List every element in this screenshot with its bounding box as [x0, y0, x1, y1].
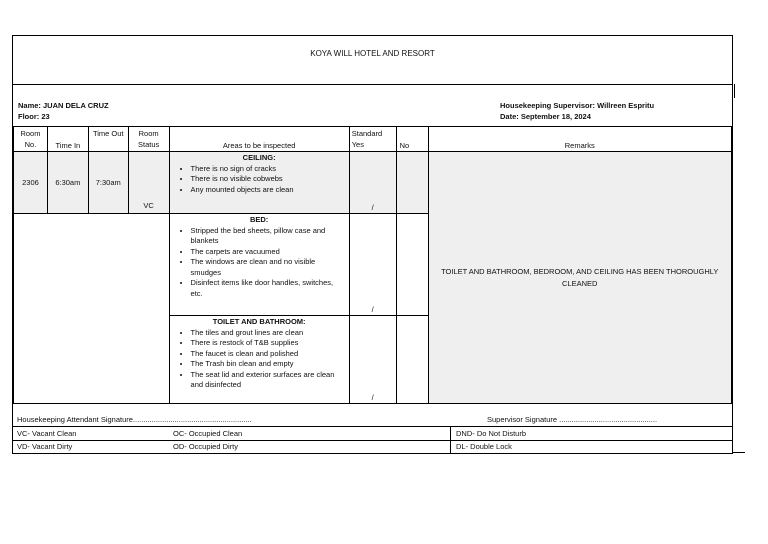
frame-edge-mark	[733, 452, 745, 453]
checklist-item: • There is restock of T&B supplies	[191, 338, 346, 349]
header-standard-yes: Standard Yes	[349, 127, 396, 152]
header-time-in: Time In	[47, 127, 88, 152]
legend-divider	[13, 440, 732, 441]
legend-od: OD- Occupied Dirty	[173, 442, 239, 451]
header-room-status: Room Status	[128, 127, 169, 152]
checklist-item: • There is no sign of cracks	[191, 164, 346, 175]
checklist-item: • The seat lid and exterior surfaces are clean and disinfected	[191, 370, 346, 391]
checklist-item: • The tiles and grout lines are clean	[191, 328, 346, 339]
checklist-item: • The windows are clean and no visible smudges	[191, 257, 346, 278]
time-in-cell: 6:30am	[47, 152, 88, 214]
legend-oc: OC- Occupied Clean	[173, 429, 243, 438]
checklist-item: • The carpets are vacuumed	[191, 247, 346, 258]
remarks-cell: TOILET AND BATHROOM, BEDROOM, AND CEILING HAS BEEN THOROUGHLY CLEANED	[428, 152, 731, 404]
checklist-item: • Disinfect items like door handles, switches, etc.	[191, 278, 346, 299]
header-areas: Areas to be inspected	[169, 127, 349, 152]
time-out-cell: 7:30am	[88, 152, 128, 214]
date-label: Date: September 18, 2024	[500, 112, 591, 121]
header-no: No	[396, 127, 428, 152]
empty-merged-cell	[14, 214, 170, 404]
ceiling-section	[169, 152, 349, 214]
name-label: Name: JUAN DELA CRUZ	[18, 101, 109, 110]
checklist-item: • Stripped the bed sheets, pillow case and blankets	[191, 226, 346, 247]
inspection-table	[13, 126, 732, 404]
bed-heading: BED:	[249, 215, 269, 224]
attendant-info	[18, 100, 109, 122]
toilet-yes-check: /	[349, 316, 396, 404]
bed-no-cell	[396, 214, 428, 316]
room-status-cell: VC	[128, 152, 169, 214]
floor-label: Floor: 23	[18, 112, 50, 121]
header-room-no: Room No.	[14, 127, 48, 152]
toilet-section	[169, 316, 349, 404]
legend-vertical-divider	[450, 427, 451, 454]
supervisor-info	[500, 100, 654, 122]
ceiling-heading: CEILING:	[242, 153, 276, 162]
checklist-item: • The Trash bin clean and empty	[191, 359, 346, 370]
checklist-item: • Any mounted objects are clean	[191, 185, 346, 196]
checklist-item: • There is no visible cobwebs	[191, 174, 346, 185]
legend-dl: DL- Double Lock	[456, 442, 512, 451]
hotel-title: KOYA WILL HOTEL AND RESORT	[13, 36, 732, 85]
attendant-signature: Housekeeping Attendant Signature.........................................................	[17, 415, 252, 424]
header-remarks: Remarks	[428, 127, 731, 152]
supervisor-signature: Supervisor Signature ...............................................	[487, 415, 658, 424]
supervisor-label: Housekeeping Supervisor: Willreen Espritu	[500, 101, 655, 110]
frame-edge-mark	[733, 84, 735, 98]
legend-vd: VD- Vacant Dirty	[17, 442, 73, 451]
checklist-item: • The faucet is clean and polished	[191, 349, 346, 360]
toilet-no-cell	[396, 316, 428, 404]
header-time-out: Time Out	[88, 127, 128, 152]
inspection-form	[12, 35, 733, 454]
bed-yes-check: /	[349, 214, 396, 316]
bed-section	[169, 214, 349, 316]
legend-dnd: DND- Do Not Disturb	[456, 429, 527, 438]
signature-row	[13, 413, 732, 427]
toilet-heading: TOILET AND BATHROOM:	[212, 317, 306, 326]
legend-vc: VC- Vacant Clean	[17, 429, 77, 438]
room-number-cell: 2306	[14, 152, 48, 214]
ceiling-yes-check: /	[349, 152, 396, 214]
ceiling-no-cell	[396, 152, 428, 214]
